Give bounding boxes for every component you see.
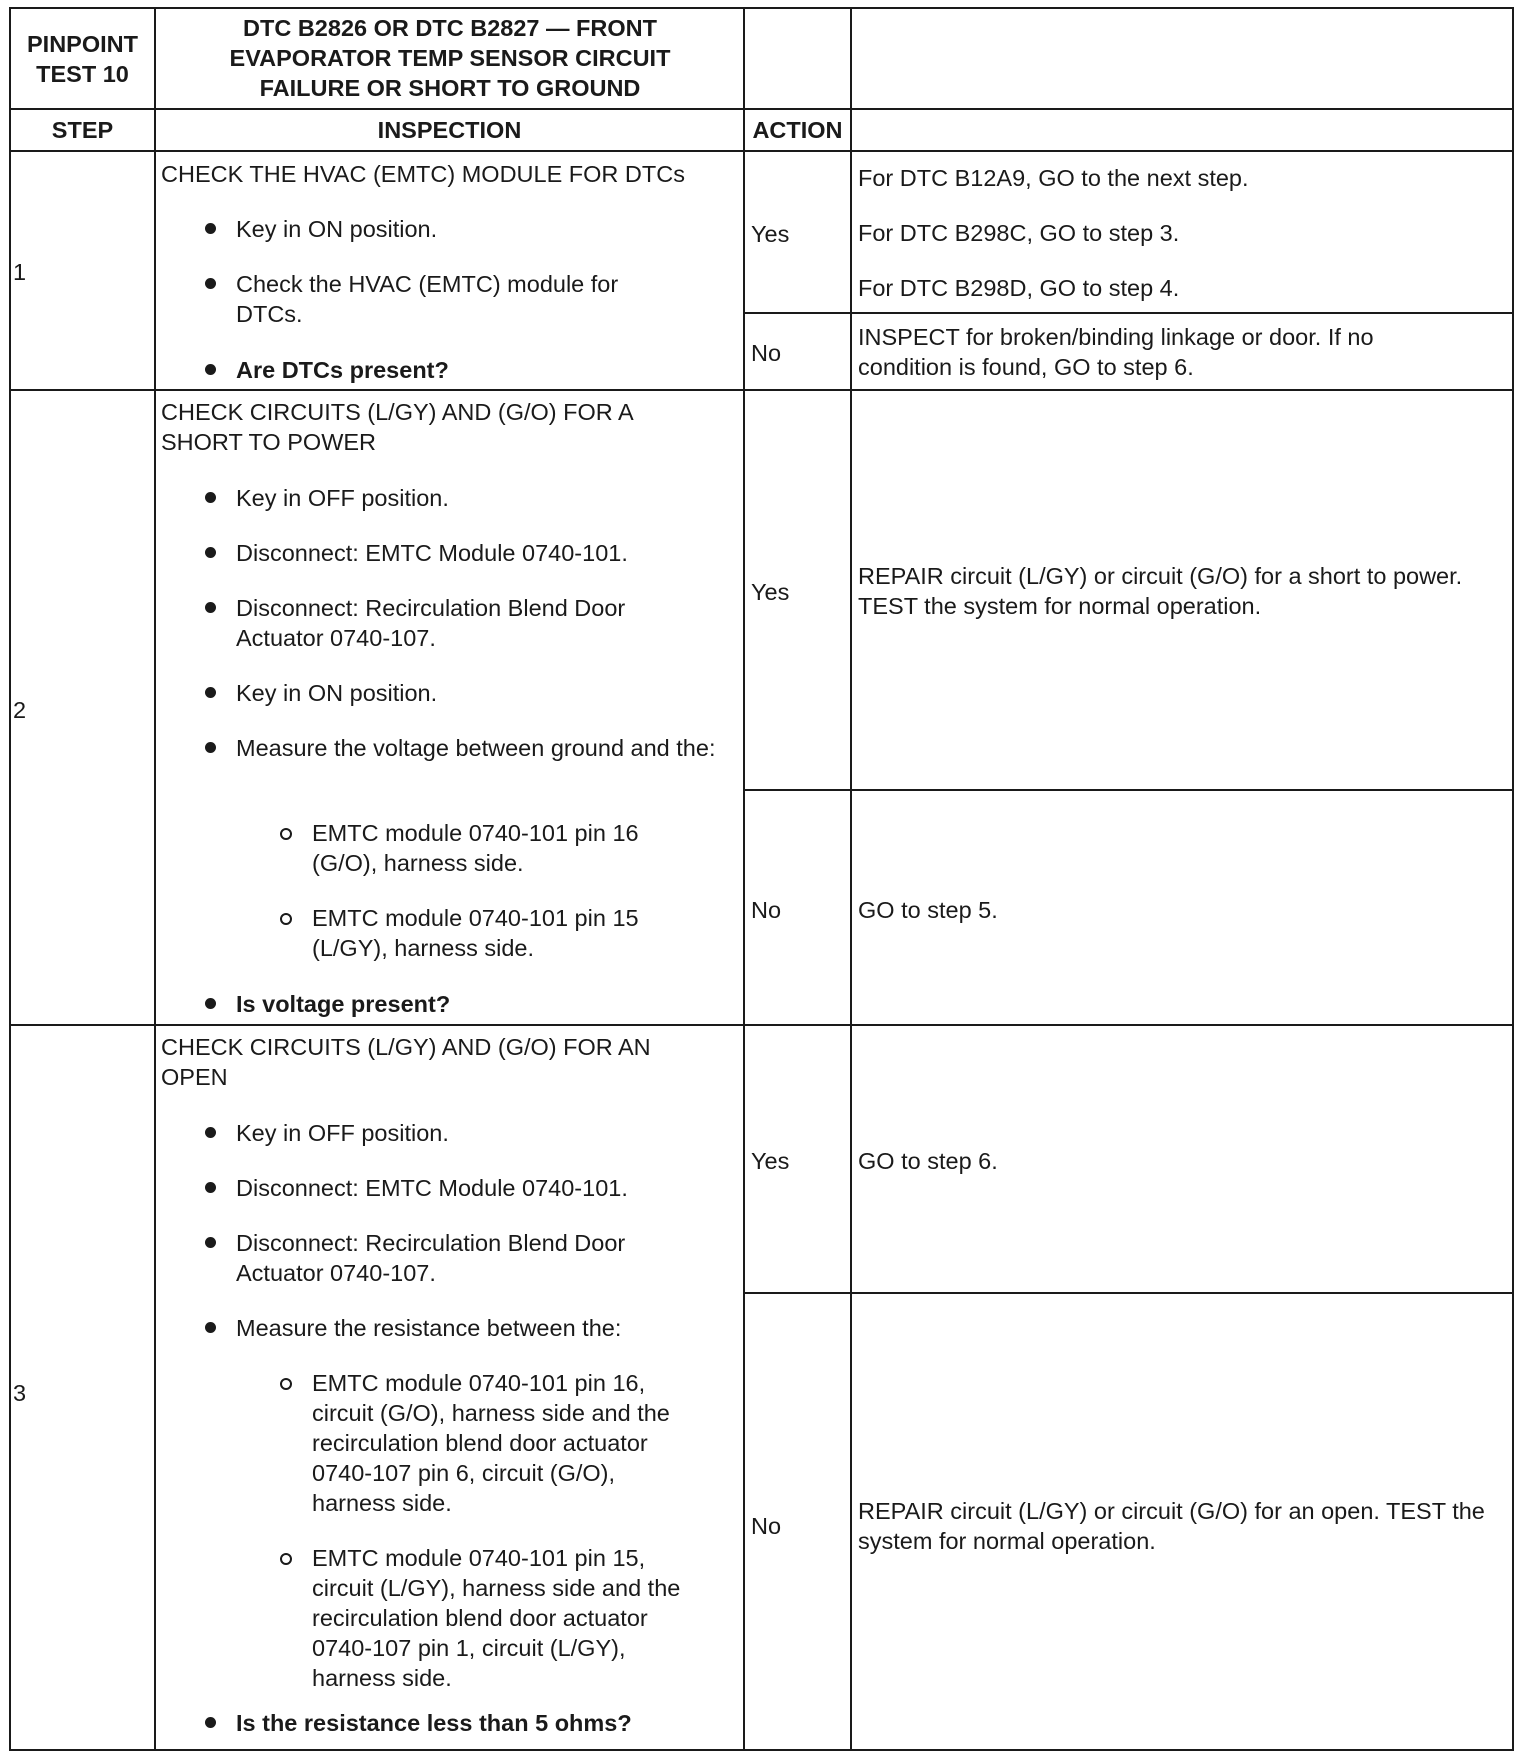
sub-bullet-icon xyxy=(280,1553,292,1565)
row-divider-step2 xyxy=(9,1024,1514,1026)
row-divider-step3-yesno xyxy=(743,1292,1514,1294)
step-1-yes-action: For DTC B298D, GO to step 4. xyxy=(858,275,1180,301)
step-3-subitem: EMTC module 0740-101 pin 16, circuit (G/O), harness side and the recirculation blend door actuator 0740-107 pin 6, circuit (G/O), harness side. xyxy=(312,1370,670,1516)
step-2-title: CHECK CIRCUITS (L/GY) AND (G/O) FOR A SHORT TO POWER xyxy=(161,399,633,455)
bullet-icon xyxy=(205,1182,216,1193)
bullet-icon xyxy=(205,742,216,753)
step-1-yes-label: Yes xyxy=(751,221,790,247)
column-header-action: ACTION xyxy=(752,117,843,143)
step-1-no-action: INSPECT for broken/binding linkage or door. If no condition is found, GO to step 6. xyxy=(858,324,1374,380)
test-label: PINPOINT TEST 10 xyxy=(27,31,138,87)
step-3-yes-label: Yes xyxy=(751,1148,790,1174)
row-divider-header xyxy=(9,108,1514,110)
step-2-yes-action: REPAIR circuit (L/GY) or circuit (G/O) for a short to power. TEST the system for normal operation. xyxy=(858,563,1463,619)
step-3-title: CHECK CIRCUITS (L/GY) AND (G/O) FOR AN OPEN xyxy=(161,1034,651,1090)
step-1-number: 1 xyxy=(13,259,27,285)
bullet-icon xyxy=(205,1237,216,1248)
step-1-item: Check the HVAC (EMTC) module for DTCs. xyxy=(236,271,619,327)
step-3-item: Disconnect: EMTC Module 0740-101. xyxy=(236,1175,628,1201)
step-3-item: Disconnect: Recirculation Blend Door Actuator 0740-107. xyxy=(236,1230,626,1286)
step-2-item: Disconnect: EMTC Module 0740-101. xyxy=(236,540,628,566)
bullet-icon xyxy=(205,492,216,503)
step-2-question: Is voltage present? xyxy=(236,991,451,1017)
step-3-subitem: EMTC module 0740-101 pin 15, circuit (L/GY), harness side and the recirculation blend door actuator 0740-107 pin 1, circuit (L/GY), harness side. xyxy=(312,1545,681,1691)
bullet-icon xyxy=(205,223,216,234)
column-header-inspection: INSPECTION xyxy=(377,117,522,143)
step-1-yes-action: For DTC B298C, GO to step 3. xyxy=(858,220,1180,246)
step-1-item: Key in ON position. xyxy=(236,216,438,242)
step-2-item: Measure the voltage between ground and the: xyxy=(236,735,716,761)
step-2-yes-label: Yes xyxy=(751,579,790,605)
bullet-icon xyxy=(205,602,216,613)
step-2-subitem: EMTC module 0740-101 pin 15 (L/GY), harness side. xyxy=(312,905,639,961)
step-3-no-action: REPAIR circuit (L/GY) or circuit (G/O) for an open. TEST the system for normal operation. xyxy=(858,1498,1485,1554)
step-2-number: 2 xyxy=(13,697,27,723)
bullet-icon xyxy=(205,1127,216,1138)
step-3-no-label: No xyxy=(751,1513,782,1539)
row-divider-step1-yesno xyxy=(743,312,1514,314)
sub-bullet-icon xyxy=(280,1378,292,1390)
col-divider-inspection xyxy=(743,7,745,1751)
bullet-icon xyxy=(205,687,216,698)
bullet-icon xyxy=(205,278,216,289)
step-2-subitem: EMTC module 0740-101 pin 16 (G/O), harness side. xyxy=(312,820,639,876)
sub-bullet-icon xyxy=(280,913,292,925)
col-divider-action xyxy=(850,7,852,1751)
bullet-icon xyxy=(205,1322,216,1333)
step-1-question: Are DTCs present? xyxy=(236,357,449,383)
pinpoint-table xyxy=(9,7,1514,1751)
row-divider-colheads xyxy=(9,150,1514,152)
col-divider-step xyxy=(154,7,156,1751)
test-title: DTC B2826 OR DTC B2827 — FRONT EVAPORATOR TEMP SENSOR CIRCUIT FAILURE OR SHORT TO GROUND xyxy=(229,15,671,101)
step-2-item: Key in ON position. xyxy=(236,680,438,706)
step-3-item: Measure the resistance between the: xyxy=(236,1315,622,1341)
step-1-yes-action: For DTC B12A9, GO to the next step. xyxy=(858,165,1249,191)
step-1-title: CHECK THE HVAC (EMTC) MODULE FOR DTCs xyxy=(161,161,685,187)
row-divider-step2-yesno xyxy=(743,789,1514,791)
sub-bullet-icon xyxy=(280,828,292,840)
row-divider-step1 xyxy=(9,389,1514,391)
bullet-icon xyxy=(205,547,216,558)
step-2-no-action: GO to step 5. xyxy=(858,897,998,923)
step-1-no-label: No xyxy=(751,340,782,366)
step-3-yes-action: GO to step 6. xyxy=(858,1148,998,1174)
step-2-no-label: No xyxy=(751,897,782,923)
step-3-number: 3 xyxy=(13,1380,27,1406)
step-3-question: Is the resistance less than 5 ohms? xyxy=(236,1710,632,1736)
bullet-icon xyxy=(205,364,216,375)
step-2-item: Key in OFF position. xyxy=(236,485,449,511)
bullet-icon xyxy=(205,998,216,1009)
bullet-icon xyxy=(205,1717,216,1728)
step-3-item: Key in OFF position. xyxy=(236,1120,449,1146)
step-2-item: Disconnect: Recirculation Blend Door Actuator 0740-107. xyxy=(236,595,626,651)
column-header-step: STEP xyxy=(51,117,114,143)
